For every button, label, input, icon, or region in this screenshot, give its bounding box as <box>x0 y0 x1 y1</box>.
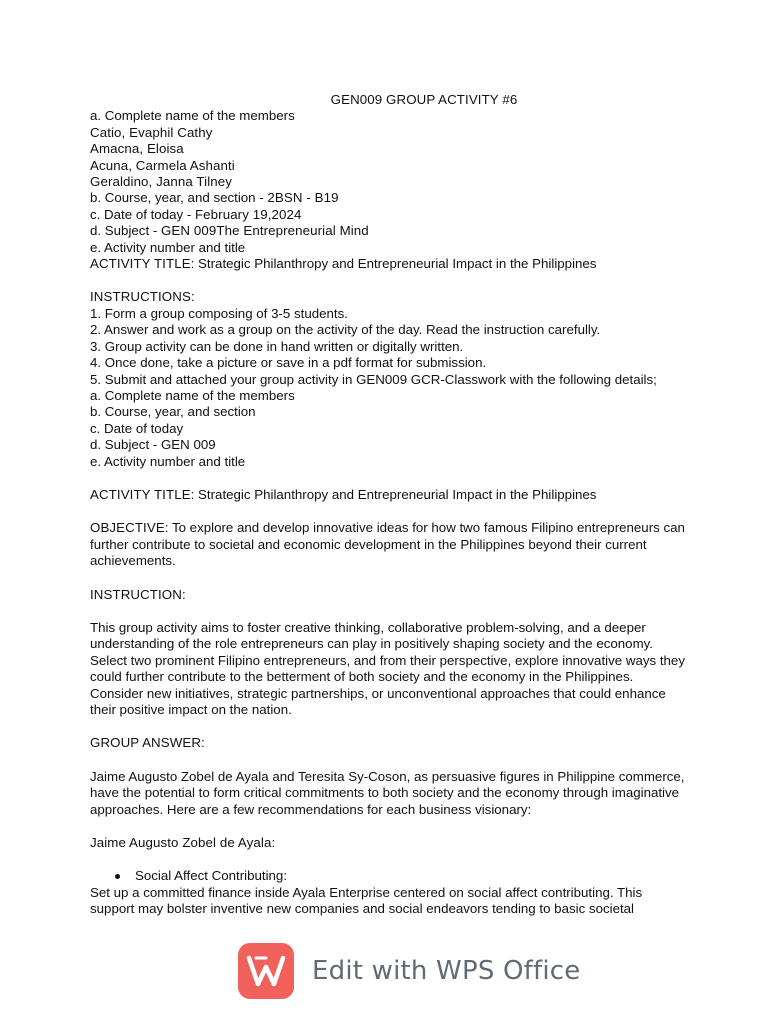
member-name: Geraldino, Janna Tilney <box>90 174 233 190</box>
bullet-item <box>90 868 690 884</box>
member-name: Amacna, Eloisa <box>90 141 184 157</box>
subject-line <box>90 223 690 239</box>
subject-label: d. Subject - <box>90 223 161 239</box>
instruction-item: c. Date of today <box>90 420 184 436</box>
activity-title-line-2 <box>90 487 690 503</box>
activity-title-text: : Strategic Philanthropy and Entrepreneurial Impact in the Philippines <box>190 256 597 272</box>
instruction-item: e. Activity number and title <box>90 453 246 469</box>
activity-title-label: ACTIVITY TITLE <box>90 256 191 272</box>
instruction-item: 3. Group activity can be done in hand written or digitally written. <box>90 338 464 354</box>
document-page <box>90 92 690 918</box>
activity-title-label: ACTIVITY TITLE <box>90 486 191 502</box>
instruction-item: d. Subject - GEN 009 <box>90 437 216 453</box>
date-line <box>90 207 690 223</box>
course-line <box>90 190 690 206</box>
document-title: GEN009 GROUP ACTIVITY #6 <box>330 92 518 107</box>
instruction-item: a. Complete name of the members <box>90 387 295 403</box>
objective-label: OBJECTIVE <box>90 520 165 536</box>
person-name: Jaime Augusto Zobel de Ayala <box>90 835 272 851</box>
objective-paragraph <box>90 520 690 569</box>
colon: : <box>190 289 195 305</box>
activity-title-text: : Strategic Philanthropy and Entrepreneurial Impact in the Philippines <box>190 486 597 502</box>
person-heading <box>90 835 690 851</box>
bullet-paragraph: Set up a committed finance inside Ayala Enterprise centered on social affect contributing. This support may bolster inventive new companies and social endeavors tending to basic societal <box>90 884 643 917</box>
instruction-item: 4. Once done, take a picture or save in a pdf format for submission. <box>90 355 487 371</box>
wps-watermark[interactable] <box>238 940 580 1002</box>
objective-text: : To explore and develop innovative ideas for how two famous Filipino entrepreneurs can further contribute to societal and economic development in the Philippines beyond their current achievements. <box>90 520 685 569</box>
instructions-heading <box>90 289 690 305</box>
colon: : <box>271 835 276 851</box>
course-value: 2BSN - B19 <box>267 190 339 206</box>
wps-logo-icon <box>238 943 294 999</box>
instruction-label: INSTRUCTION <box>90 586 182 602</box>
group-answer-paragraph: Jaime Augusto Zobel de Ayala and Teresita Sy-Coson, as persuasive figures in Philippine commerce, have the potential to form critical commitments to both society and the economy through imaginative approaches. Here are a few recommendations for each business visionary: <box>90 768 685 817</box>
instruction-item: b. Course, year, and section <box>90 404 256 420</box>
member-name: Acuna, Carmela Ashanti <box>90 157 235 173</box>
members-label: a. Complete name of the members <box>90 108 295 124</box>
course-label: b. Course, year, and section - <box>90 190 268 206</box>
instruction-item: 5. Submit and attached your group activity in GEN009 GCR-Classwork with the following details; <box>90 371 657 387</box>
instructions-label: INSTRUCTIONS <box>90 289 191 305</box>
member-name: Catio, Evaphil Cathy <box>90 124 213 140</box>
date-label: c. Date of today - <box>90 206 195 222</box>
instruction-paragraph: This group activity aims to foster creative thinking, collaborative problem-solving, and a deeper understanding of the role entrepreneurs can play in positively shaping society and the economy. Select two prominent Filipino entrepreneurs, and from their perspective, explore innovative ways they could further contribute to the betterment of both society and the economy in the Philippines. Consider new initiatives, strategic partnerships, or unconventional approaches that could enhance their positive impact on the nation. <box>90 619 685 717</box>
wps-edit-label: Edit with WPS Office <box>312 956 581 986</box>
bullet-label: Social Affect Contributing: <box>135 868 288 884</box>
colon: : <box>181 586 186 602</box>
group-answer-heading: GROUP ANSWER: <box>90 735 205 751</box>
instruction-item: 2. Answer and work as a group on the activity of the day. Read the instruction carefully. <box>90 322 601 338</box>
date-value: February 19,2024 <box>194 206 302 222</box>
instruction-heading <box>90 587 690 603</box>
subject-value: GEN 009The Entrepreneurial Mind <box>160 223 369 239</box>
activity-title-line <box>90 256 690 272</box>
instruction-item: 1. Form a group composing of 3-5 students. <box>90 305 348 321</box>
activity-label: e. Activity number and title <box>90 239 246 255</box>
